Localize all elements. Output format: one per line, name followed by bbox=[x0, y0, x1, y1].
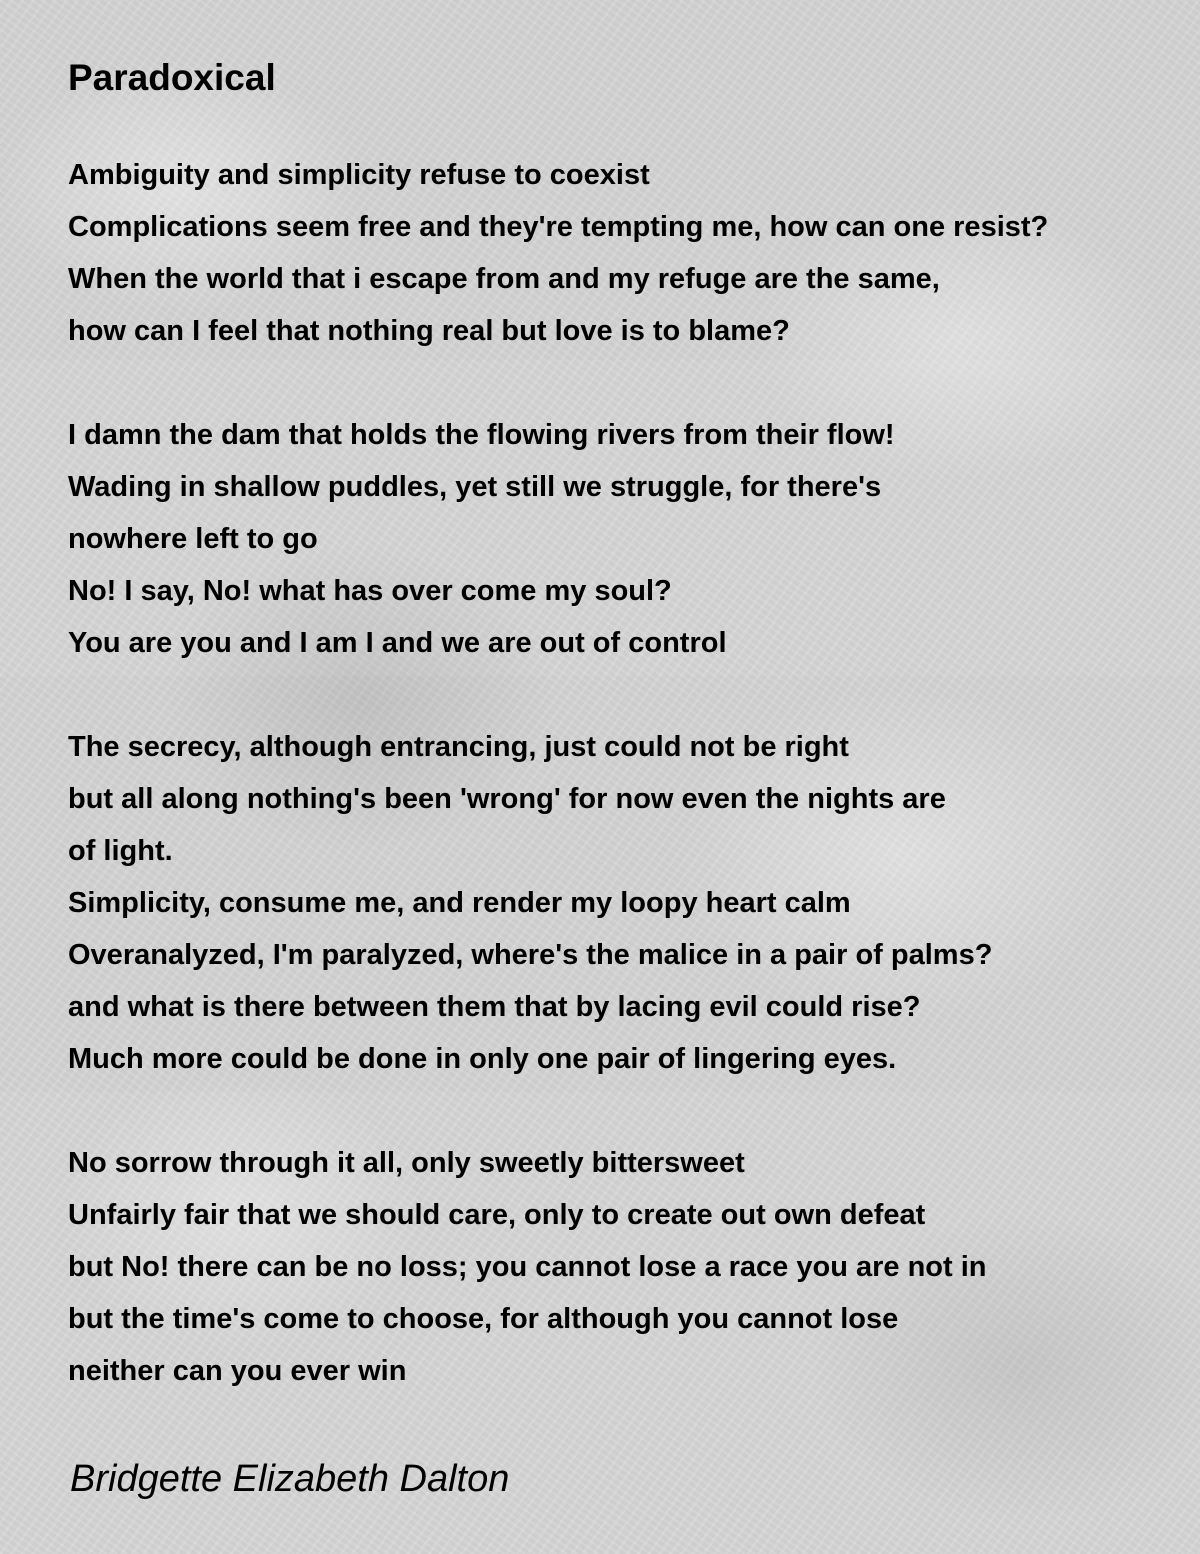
stanza-1 bbox=[68, 149, 1048, 357]
poem-line: neither can you ever win bbox=[68, 1355, 407, 1387]
poem-line: Much more could be done in only one pair of lingering eyes. bbox=[68, 1043, 897, 1075]
poem-line: The secrecy, although entrancing, just could not be right bbox=[68, 731, 849, 763]
poem-line: and what is there between them that by lacing evil could rise? bbox=[68, 991, 921, 1023]
poem-line: of light. bbox=[68, 835, 173, 867]
poem-title: Paradoxical bbox=[68, 57, 276, 98]
poem-line: No! I say, No! what has over come my soul? bbox=[68, 575, 672, 607]
poem-line: You are you and I am I and we are out of control bbox=[68, 627, 727, 659]
poem-line: No sorrow through it all, only sweetly bittersweet bbox=[68, 1147, 745, 1179]
poem-line: nowhere left to go bbox=[68, 523, 318, 555]
poem-line: but No! there can be no loss; you cannot lose a race you are not in bbox=[68, 1251, 987, 1283]
poem-line: Ambiguity and simplicity refuse to coexist bbox=[68, 159, 650, 191]
poem-line: but the time's come to choose, for although you cannot lose bbox=[68, 1303, 899, 1335]
poem-line: Overanalyzed, I'm paralyzed, where's the malice in a pair of palms? bbox=[68, 939, 993, 971]
poem-line: but all along nothing's been 'wrong' for now even the nights are bbox=[68, 783, 946, 815]
poem-line: Complications seem free and they're tempting me, how can one resist? bbox=[68, 211, 1049, 243]
stanza-2 bbox=[68, 409, 895, 669]
poem-author: Bridgette Elizabeth Dalton bbox=[70, 1458, 510, 1500]
poem-line: how can I feel that nothing real but love is to blame? bbox=[68, 315, 790, 347]
stanza-4 bbox=[68, 1137, 987, 1397]
poem-line: Wading in shallow puddles, yet still we struggle, for there's bbox=[68, 471, 882, 503]
poem-line: I damn the dam that holds the flowing rivers from their flow! bbox=[68, 419, 895, 451]
poem-line: Simplicity, consume me, and render my loopy heart calm bbox=[68, 887, 851, 919]
poem-line: When the world that i escape from and my refuge are the same, bbox=[68, 263, 940, 295]
stanza-3 bbox=[68, 721, 992, 1085]
poem-line: Unfairly fair that we should care, only to create out own defeat bbox=[68, 1199, 926, 1231]
